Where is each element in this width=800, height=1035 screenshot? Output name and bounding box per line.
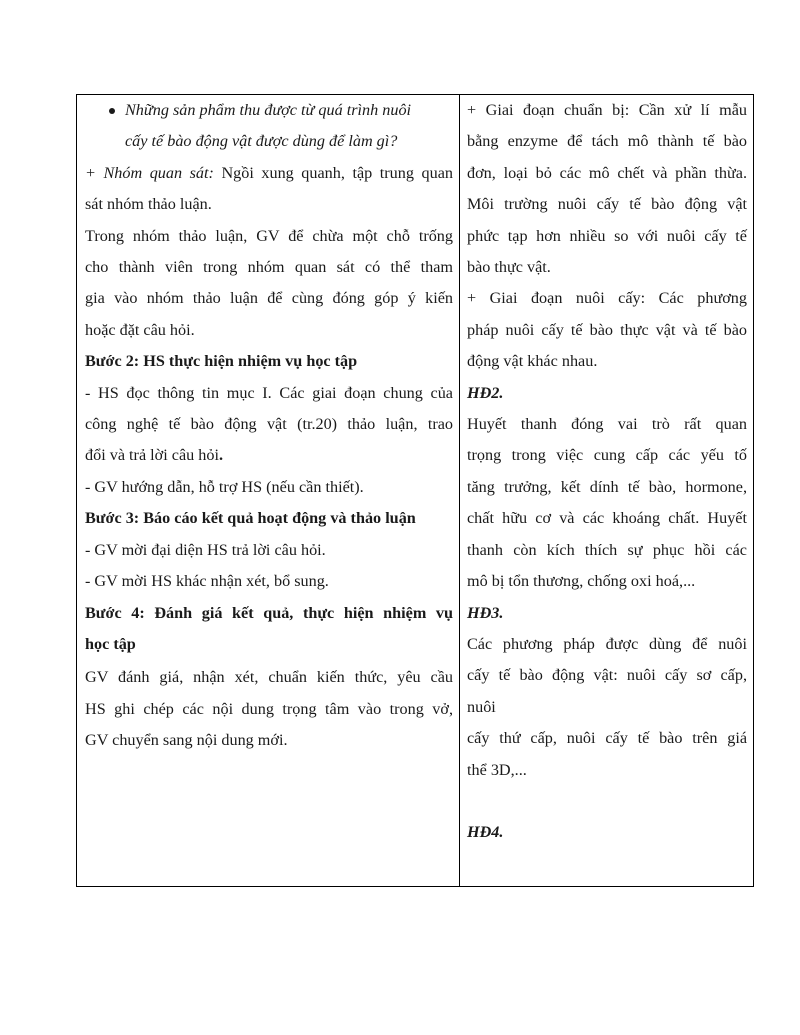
prep-stage-line: + Giai đoạn chuẩn bị: Cần xử lí mẫu: [467, 101, 747, 119]
prep-stage-line: Môi trường nuôi cấy tế bào động vật: [467, 195, 747, 214]
step2-line: công nghệ tế bào động vật (tr.20) thảo luận, trao: [85, 415, 453, 434]
prep-stage-line: bằng enzyme để tách mô thành tế bào: [467, 132, 747, 151]
prep-stage-line: bào thực vật.: [467, 258, 551, 277]
bullet-icon: [109, 108, 115, 114]
hd3-line: cấy thứ cấp, nuôi cấy tế bào trên giá: [467, 729, 747, 748]
culture-stage-line: động vật khác nhau.: [467, 352, 598, 371]
discussion-paragraph-line: gia vào nhóm thảo luận để cùng đóng góp ý kiến: [85, 289, 453, 308]
activity-column: [77, 95, 460, 886]
step2-line: - HS đọc thông tin mục I. Các giai đoạn chung của: [85, 383, 453, 402]
answer-column: [460, 95, 753, 886]
observe-group-label: + Nhóm quan sát:: [85, 163, 214, 182]
blank-line: [467, 786, 747, 817]
step2-line-3-period: .: [218, 446, 224, 465]
hd2-line: trọng trong việc cung cấp các yếu tố: [467, 446, 747, 465]
step4-heading-line-1: Bước 4: Đánh giá kết quả, thực hiện nhiệm vụ: [85, 603, 453, 622]
hd3-line: cấy tế bào động vật: nuôi cấy sơ cấp,: [467, 666, 747, 685]
hd2-line: chất hữu cơ và các khoáng chất. Huyết: [467, 509, 747, 528]
step2-guide: - GV hướng dẫn, hỗ trợ HS (nếu cần thiết).: [85, 477, 364, 496]
culture-stage-line: + Giai đoạn nuôi cấy: Các phương: [467, 289, 747, 308]
step4-heading-line-2: học tập: [85, 634, 136, 653]
observe-group-line-1: [85, 158, 453, 189]
content-table: [76, 94, 754, 887]
hd3-line: nuôi: [467, 697, 496, 716]
hd2-line: tăng trưởng, kết dính tế bào, hormone,: [467, 477, 747, 496]
prep-stage-line: đơn, loại bỏ các mô chết và phần thừa.: [467, 163, 747, 182]
hd4-heading: HĐ4.: [467, 823, 504, 842]
step3-line: - GV mời HS khác nhận xét, bổ sung.: [85, 572, 329, 591]
step3-heading: Bước 3: Báo cáo kết quả hoạt động và thảo luận: [85, 509, 416, 528]
observe-group-line-2: sát nhóm thảo luận.: [85, 195, 212, 214]
culture-stage-line: pháp nuôi cấy tế bào thực vật và tế bào: [467, 320, 747, 339]
hd2-heading: HĐ2.: [467, 383, 504, 402]
question-bullet-line-2: cấy tế bào động vật được dùng để làm gì?: [125, 132, 398, 151]
hd2-line: Huyết thanh đóng vai trò rất quan: [467, 415, 747, 434]
hd3-heading: HĐ3.: [467, 603, 504, 622]
hd2-line: mô bị tổn thương, chống oxi hoá,...: [467, 572, 696, 591]
hd3-line: thể 3D,...: [467, 760, 527, 779]
step4-line: GV chuyển sang nội dung mới.: [85, 731, 288, 750]
discussion-paragraph-line: Trong nhóm thảo luận, GV để chừa một chỗ trống: [85, 226, 453, 245]
hd2-line: thanh còn kích thích sự phục hồi các: [467, 540, 747, 559]
discussion-paragraph-line: cho thành viên trong nhóm quan sát có thể tham: [85, 258, 453, 277]
hd3-line: Các phương pháp được dùng để nuôi: [467, 634, 747, 653]
observe-group-text: Ngồi xung quanh, tập trung quan: [213, 163, 453, 182]
step4-line: GV đánh giá, nhận xét, chuẩn kiến thức, yêu cầu: [85, 668, 453, 687]
discussion-paragraph-line: hoặc đặt câu hỏi.: [85, 320, 195, 339]
question-bullet-line-1: Những sản phẩm thu được từ quá trình nuôi: [85, 95, 453, 126]
step3-line: - GV mời đại diện HS trả lời câu hỏi.: [85, 540, 326, 559]
step2-line-3-text: đổi và trả lời câu hỏi: [85, 446, 219, 465]
step2-heading: Bước 2: HS thực hiện nhiệm vụ học tập: [85, 352, 358, 371]
prep-stage-line: phức tạp hơn nhiều so với nuôi cấy tế: [467, 226, 747, 245]
step2-line-3: [85, 440, 453, 471]
step4-line: HS ghi chép các nội dung trọng tâm vào trong vở,: [85, 699, 453, 718]
